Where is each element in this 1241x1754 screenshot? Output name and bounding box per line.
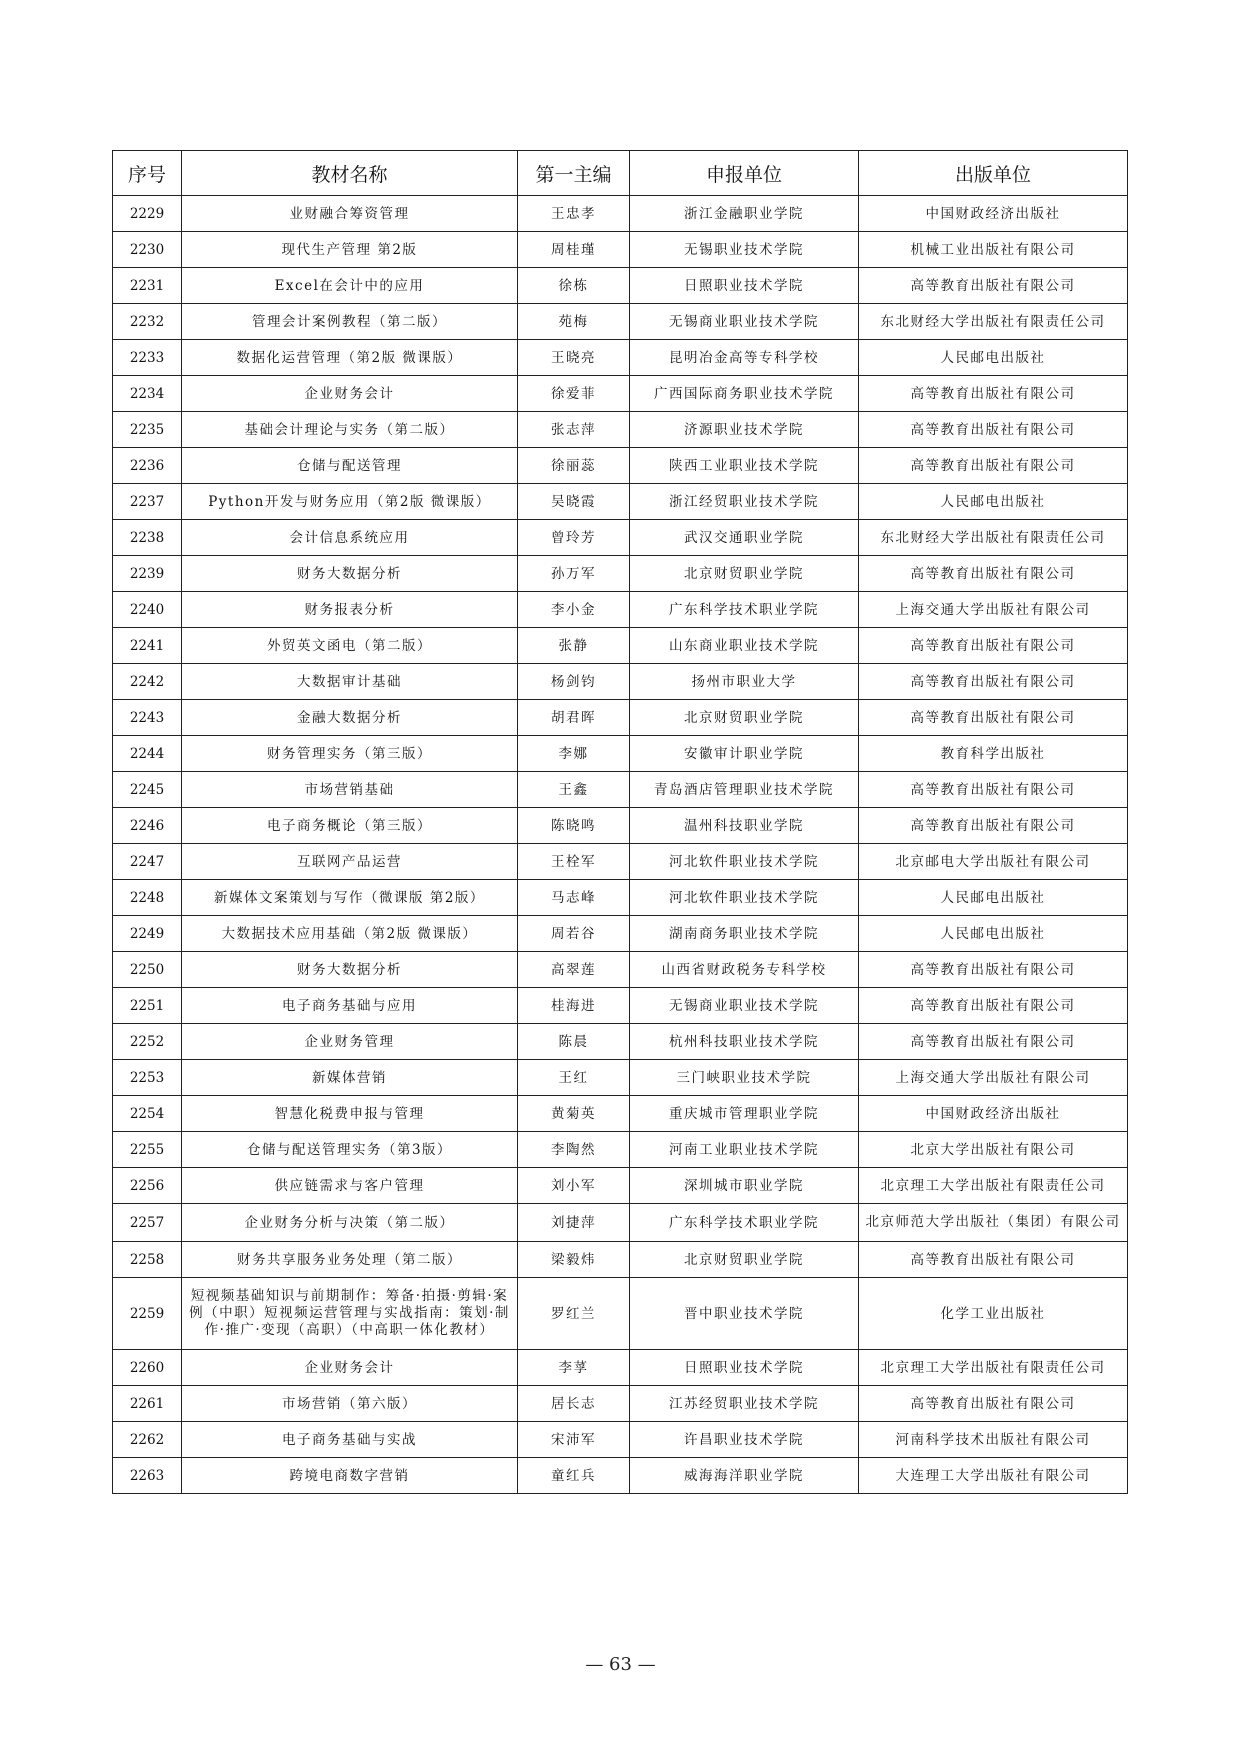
cell-serial-number: 2252 <box>113 1024 182 1060</box>
cell-serial-number: 2245 <box>113 772 182 808</box>
cell-serial-number: 2248 <box>113 880 182 916</box>
cell-publisher: 上海交通大学出版社有限公司 <box>859 592 1128 628</box>
cell-serial-number: 2240 <box>113 592 182 628</box>
cell-textbook-name: 短视频基础知识与前期制作：筹备·拍摄·剪辑·案例（中职）短视频运营管理与实战指南：策划·制作·推广·变现（高职）（中高职一体化教材） <box>182 1278 518 1350</box>
cell-textbook-name: 电子商务概论（第三版） <box>182 808 518 844</box>
cell-serial-number: 2249 <box>113 916 182 952</box>
cell-textbook-name: 市场营销基础 <box>182 772 518 808</box>
cell-textbook-name: 财务大数据分析 <box>182 952 518 988</box>
table-row <box>113 844 1128 880</box>
cell-publisher: 教育科学出版社 <box>859 736 1128 772</box>
cell-first-editor: 王鑫 <box>518 772 630 808</box>
cell-applicant-unit: 江苏经贸职业技术学院 <box>630 1386 859 1422</box>
cell-serial-number: 2246 <box>113 808 182 844</box>
cell-serial-number: 2230 <box>113 232 182 268</box>
cell-serial-number: 2256 <box>113 1168 182 1204</box>
cell-applicant-unit: 安徽审计职业学院 <box>630 736 859 772</box>
cell-serial-number: 2244 <box>113 736 182 772</box>
cell-publisher: 北京理工大学出版社有限责任公司 <box>859 1350 1128 1386</box>
cell-serial-number: 2259 <box>113 1278 182 1350</box>
cell-serial-number: 2261 <box>113 1386 182 1422</box>
cell-applicant-unit: 广东科学技术职业学院 <box>630 592 859 628</box>
cell-textbook-name: 财务管理实务（第三版） <box>182 736 518 772</box>
cell-first-editor: 苑梅 <box>518 304 630 340</box>
cell-publisher: 高等教育出版社有限公司 <box>859 772 1128 808</box>
header-textbook-name: 教材名称 <box>182 151 518 196</box>
cell-first-editor: 宋沛军 <box>518 1422 630 1458</box>
cell-first-editor: 罗红兰 <box>518 1278 630 1350</box>
cell-textbook-name: 企业财务会计 <box>182 376 518 412</box>
table-row <box>113 592 1128 628</box>
cell-first-editor: 黄菊英 <box>518 1096 630 1132</box>
table-row <box>113 340 1128 376</box>
cell-serial-number: 2239 <box>113 556 182 592</box>
cell-textbook-name: 会计信息系统应用 <box>182 520 518 556</box>
cell-publisher: 高等教育出版社有限公司 <box>859 376 1128 412</box>
cell-publisher: 化学工业出版社 <box>859 1278 1128 1350</box>
cell-publisher: 北京邮电大学出版社有限公司 <box>859 844 1128 880</box>
cell-textbook-name: 基础会计理论与实务（第二版） <box>182 412 518 448</box>
cell-first-editor: 李娜 <box>518 736 630 772</box>
header-applicant-unit: 申报单位 <box>630 151 859 196</box>
cell-applicant-unit: 昆明冶金高等专科学校 <box>630 340 859 376</box>
cell-serial-number: 2254 <box>113 1096 182 1132</box>
cell-publisher: 高等教育出版社有限公司 <box>859 412 1128 448</box>
textbook-table-container <box>112 150 1127 1494</box>
cell-first-editor: 徐爱菲 <box>518 376 630 412</box>
cell-serial-number: 2260 <box>113 1350 182 1386</box>
cell-textbook-name: 仓储与配送管理实务（第3版） <box>182 1132 518 1168</box>
cell-textbook-name: 大数据技术应用基础（第2版 微课版） <box>182 916 518 952</box>
table-row <box>113 1242 1128 1278</box>
cell-serial-number: 2234 <box>113 376 182 412</box>
cell-applicant-unit: 北京财贸职业学院 <box>630 556 859 592</box>
cell-publisher: 上海交通大学出版社有限公司 <box>859 1060 1128 1096</box>
table-row <box>113 628 1128 664</box>
cell-first-editor: 童红兵 <box>518 1458 630 1494</box>
cell-publisher: 高等教育出版社有限公司 <box>859 628 1128 664</box>
cell-applicant-unit: 广东科学技术职业学院 <box>630 1204 859 1242</box>
cell-textbook-name: 电子商务基础与实战 <box>182 1422 518 1458</box>
cell-publisher: 人民邮电出版社 <box>859 916 1128 952</box>
cell-textbook-name: 供应链需求与客户管理 <box>182 1168 518 1204</box>
table-row <box>113 412 1128 448</box>
cell-textbook-name: 企业财务分析与决策（第二版） <box>182 1204 518 1242</box>
cell-publisher: 机械工业出版社有限公司 <box>859 232 1128 268</box>
cell-applicant-unit: 无锡商业职业技术学院 <box>630 304 859 340</box>
table-row <box>113 448 1128 484</box>
cell-serial-number: 2241 <box>113 628 182 664</box>
cell-first-editor: 陈晓鸣 <box>518 808 630 844</box>
table-row <box>113 1168 1128 1204</box>
cell-applicant-unit: 山西省财政税务专科学校 <box>630 952 859 988</box>
cell-serial-number: 2229 <box>113 196 182 232</box>
table-row <box>113 664 1128 700</box>
cell-publisher: 高等教育出版社有限公司 <box>859 808 1128 844</box>
table-row <box>113 1422 1128 1458</box>
cell-applicant-unit: 河南工业职业技术学院 <box>630 1132 859 1168</box>
cell-publisher: 高等教育出版社有限公司 <box>859 1386 1128 1422</box>
cell-serial-number: 2263 <box>113 1458 182 1494</box>
header-publisher: 出版单位 <box>859 151 1128 196</box>
table-row <box>113 268 1128 304</box>
cell-applicant-unit: 广西国际商务职业技术学院 <box>630 376 859 412</box>
cell-publisher: 人民邮电出版社 <box>859 340 1128 376</box>
cell-applicant-unit: 三门峡职业技术学院 <box>630 1060 859 1096</box>
table-row <box>113 880 1128 916</box>
cell-applicant-unit: 温州科技职业学院 <box>630 808 859 844</box>
cell-applicant-unit: 深圳城市职业学院 <box>630 1168 859 1204</box>
cell-publisher: 高等教育出版社有限公司 <box>859 700 1128 736</box>
cell-first-editor: 张静 <box>518 628 630 664</box>
cell-serial-number: 2231 <box>113 268 182 304</box>
cell-applicant-unit: 许昌职业技术学院 <box>630 1422 859 1458</box>
cell-applicant-unit: 山东商业职业技术学院 <box>630 628 859 664</box>
cell-serial-number: 2233 <box>113 340 182 376</box>
table-row <box>113 1350 1128 1386</box>
cell-applicant-unit: 重庆城市管理职业学院 <box>630 1096 859 1132</box>
cell-serial-number: 2242 <box>113 664 182 700</box>
cell-applicant-unit: 扬州市职业大学 <box>630 664 859 700</box>
cell-serial-number: 2236 <box>113 448 182 484</box>
cell-textbook-name: 管理会计案例教程（第二版） <box>182 304 518 340</box>
cell-serial-number: 2258 <box>113 1242 182 1278</box>
cell-textbook-name: 企业财务会计 <box>182 1350 518 1386</box>
cell-first-editor: 杨剑钧 <box>518 664 630 700</box>
cell-first-editor: 曾玲芳 <box>518 520 630 556</box>
table-row <box>113 232 1128 268</box>
cell-publisher: 大连理工大学出版社有限公司 <box>859 1458 1128 1494</box>
cell-publisher: 高等教育出版社有限公司 <box>859 556 1128 592</box>
cell-applicant-unit: 青岛酒店管理职业技术学院 <box>630 772 859 808</box>
cell-textbook-name: 企业财务管理 <box>182 1024 518 1060</box>
cell-textbook-name: 现代生产管理 第2版 <box>182 232 518 268</box>
table-row <box>113 736 1128 772</box>
cell-publisher: 北京师范大学出版社（集团）有限公司 <box>859 1204 1128 1242</box>
cell-textbook-name: 财务共享服务业务处理（第二版） <box>182 1242 518 1278</box>
cell-first-editor: 居长志 <box>518 1386 630 1422</box>
cell-publisher: 中国财政经济出版社 <box>859 1096 1128 1132</box>
header-first-editor: 第一主编 <box>518 151 630 196</box>
cell-applicant-unit: 无锡商业职业技术学院 <box>630 988 859 1024</box>
cell-first-editor: 王红 <box>518 1060 630 1096</box>
cell-textbook-name: 大数据审计基础 <box>182 664 518 700</box>
table-row <box>113 952 1128 988</box>
cell-applicant-unit: 日照职业技术学院 <box>630 1350 859 1386</box>
table-row <box>113 196 1128 232</box>
cell-applicant-unit: 北京财贸职业学院 <box>630 700 859 736</box>
cell-publisher: 东北财经大学出版社有限责任公司 <box>859 304 1128 340</box>
cell-applicant-unit: 日照职业技术学院 <box>630 268 859 304</box>
cell-applicant-unit: 威海海洋职业学院 <box>630 1458 859 1494</box>
cell-applicant-unit: 浙江金融职业学院 <box>630 196 859 232</box>
cell-serial-number: 2255 <box>113 1132 182 1168</box>
cell-first-editor: 刘捷萍 <box>518 1204 630 1242</box>
cell-serial-number: 2262 <box>113 1422 182 1458</box>
table-row <box>113 1278 1128 1350</box>
table-row <box>113 700 1128 736</box>
cell-first-editor: 徐丽蕊 <box>518 448 630 484</box>
cell-applicant-unit: 浙江经贸职业技术学院 <box>630 484 859 520</box>
table-row <box>113 520 1128 556</box>
cell-serial-number: 2251 <box>113 988 182 1024</box>
cell-serial-number: 2232 <box>113 304 182 340</box>
cell-first-editor: 李陶然 <box>518 1132 630 1168</box>
cell-textbook-name: 金融大数据分析 <box>182 700 518 736</box>
cell-textbook-name: 互联网产品运营 <box>182 844 518 880</box>
table-row <box>113 1458 1128 1494</box>
cell-serial-number: 2238 <box>113 520 182 556</box>
cell-publisher: 河南科学技术出版社有限公司 <box>859 1422 1128 1458</box>
cell-publisher: 人民邮电出版社 <box>859 880 1128 916</box>
cell-textbook-name: 财务大数据分析 <box>182 556 518 592</box>
cell-first-editor: 王忠孝 <box>518 196 630 232</box>
table-row <box>113 1386 1128 1422</box>
table-row <box>113 916 1128 952</box>
textbook-table <box>112 150 1128 1494</box>
cell-textbook-name: 外贸英文函电（第二版） <box>182 628 518 664</box>
cell-publisher: 高等教育出版社有限公司 <box>859 1024 1128 1060</box>
cell-serial-number: 2235 <box>113 412 182 448</box>
table-row <box>113 1024 1128 1060</box>
table-row <box>113 808 1128 844</box>
cell-first-editor: 胡君晖 <box>518 700 630 736</box>
cell-publisher: 高等教育出版社有限公司 <box>859 1242 1128 1278</box>
cell-applicant-unit: 河北软件职业技术学院 <box>630 880 859 916</box>
cell-textbook-name: 电子商务基础与应用 <box>182 988 518 1024</box>
table-row <box>113 1096 1128 1132</box>
cell-applicant-unit: 晋中职业技术学院 <box>630 1278 859 1350</box>
cell-first-editor: 吴晓霞 <box>518 484 630 520</box>
cell-applicant-unit: 无锡职业技术学院 <box>630 232 859 268</box>
cell-applicant-unit: 河北软件职业技术学院 <box>630 844 859 880</box>
header-serial-number: 序号 <box>113 151 182 196</box>
table-row <box>113 1132 1128 1168</box>
cell-first-editor: 李莩 <box>518 1350 630 1386</box>
cell-first-editor: 陈晨 <box>518 1024 630 1060</box>
table-row <box>113 376 1128 412</box>
cell-serial-number: 2237 <box>113 484 182 520</box>
cell-first-editor: 王晓亮 <box>518 340 630 376</box>
cell-first-editor: 刘小军 <box>518 1168 630 1204</box>
cell-applicant-unit: 济源职业技术学院 <box>630 412 859 448</box>
table-row <box>113 484 1128 520</box>
cell-first-editor: 周若谷 <box>518 916 630 952</box>
cell-textbook-name: 市场营销（第六版） <box>182 1386 518 1422</box>
cell-textbook-name: 仓储与配送管理 <box>182 448 518 484</box>
cell-first-editor: 张志萍 <box>518 412 630 448</box>
cell-first-editor: 周桂瑾 <box>518 232 630 268</box>
cell-publisher: 高等教育出版社有限公司 <box>859 268 1128 304</box>
table-header-row <box>113 151 1128 196</box>
table-row <box>113 1060 1128 1096</box>
cell-first-editor: 马志峰 <box>518 880 630 916</box>
cell-serial-number: 2247 <box>113 844 182 880</box>
cell-textbook-name: Excel在会计中的应用 <box>182 268 518 304</box>
cell-first-editor: 李小金 <box>518 592 630 628</box>
table-row <box>113 1204 1128 1242</box>
cell-textbook-name: 跨境电商数字营销 <box>182 1458 518 1494</box>
cell-first-editor: 徐栋 <box>518 268 630 304</box>
cell-first-editor: 桂海进 <box>518 988 630 1024</box>
cell-applicant-unit: 武汉交通职业学院 <box>630 520 859 556</box>
cell-publisher: 高等教育出版社有限公司 <box>859 448 1128 484</box>
cell-first-editor: 孙万军 <box>518 556 630 592</box>
cell-serial-number: 2243 <box>113 700 182 736</box>
cell-textbook-name: 智慧化税费申报与管理 <box>182 1096 518 1132</box>
cell-applicant-unit: 杭州科技职业技术学院 <box>630 1024 859 1060</box>
cell-first-editor: 高翠莲 <box>518 952 630 988</box>
cell-applicant-unit: 陕西工业职业技术学院 <box>630 448 859 484</box>
cell-publisher: 高等教育出版社有限公司 <box>859 988 1128 1024</box>
cell-publisher: 北京理工大学出版社有限责任公司 <box>859 1168 1128 1204</box>
cell-publisher: 东北财经大学出版社有限责任公司 <box>859 520 1128 556</box>
cell-textbook-name: 数据化运营管理（第2版 微课版） <box>182 340 518 376</box>
cell-publisher: 中国财政经济出版社 <box>859 196 1128 232</box>
cell-textbook-name: 财务报表分析 <box>182 592 518 628</box>
cell-textbook-name: 业财融合筹资管理 <box>182 196 518 232</box>
cell-first-editor: 梁毅炜 <box>518 1242 630 1278</box>
page-number: — 63 — <box>585 1654 656 1675</box>
cell-serial-number: 2257 <box>113 1204 182 1242</box>
table-row <box>113 772 1128 808</box>
cell-serial-number: 2250 <box>113 952 182 988</box>
cell-textbook-name: Python开发与财务应用（第2版 微课版） <box>182 484 518 520</box>
cell-publisher: 人民邮电出版社 <box>859 484 1128 520</box>
cell-applicant-unit: 北京财贸职业学院 <box>630 1242 859 1278</box>
cell-textbook-name: 新媒体营销 <box>182 1060 518 1096</box>
table-body <box>113 196 1128 1494</box>
table-row <box>113 988 1128 1024</box>
cell-first-editor: 王栓军 <box>518 844 630 880</box>
table-row <box>113 556 1128 592</box>
cell-publisher: 高等教育出版社有限公司 <box>859 664 1128 700</box>
table-row <box>113 304 1128 340</box>
cell-serial-number: 2253 <box>113 1060 182 1096</box>
cell-applicant-unit: 湖南商务职业技术学院 <box>630 916 859 952</box>
cell-publisher: 北京大学出版社有限公司 <box>859 1132 1128 1168</box>
cell-textbook-name: 新媒体文案策划与写作（微课版 第2版） <box>182 880 518 916</box>
cell-publisher: 高等教育出版社有限公司 <box>859 952 1128 988</box>
